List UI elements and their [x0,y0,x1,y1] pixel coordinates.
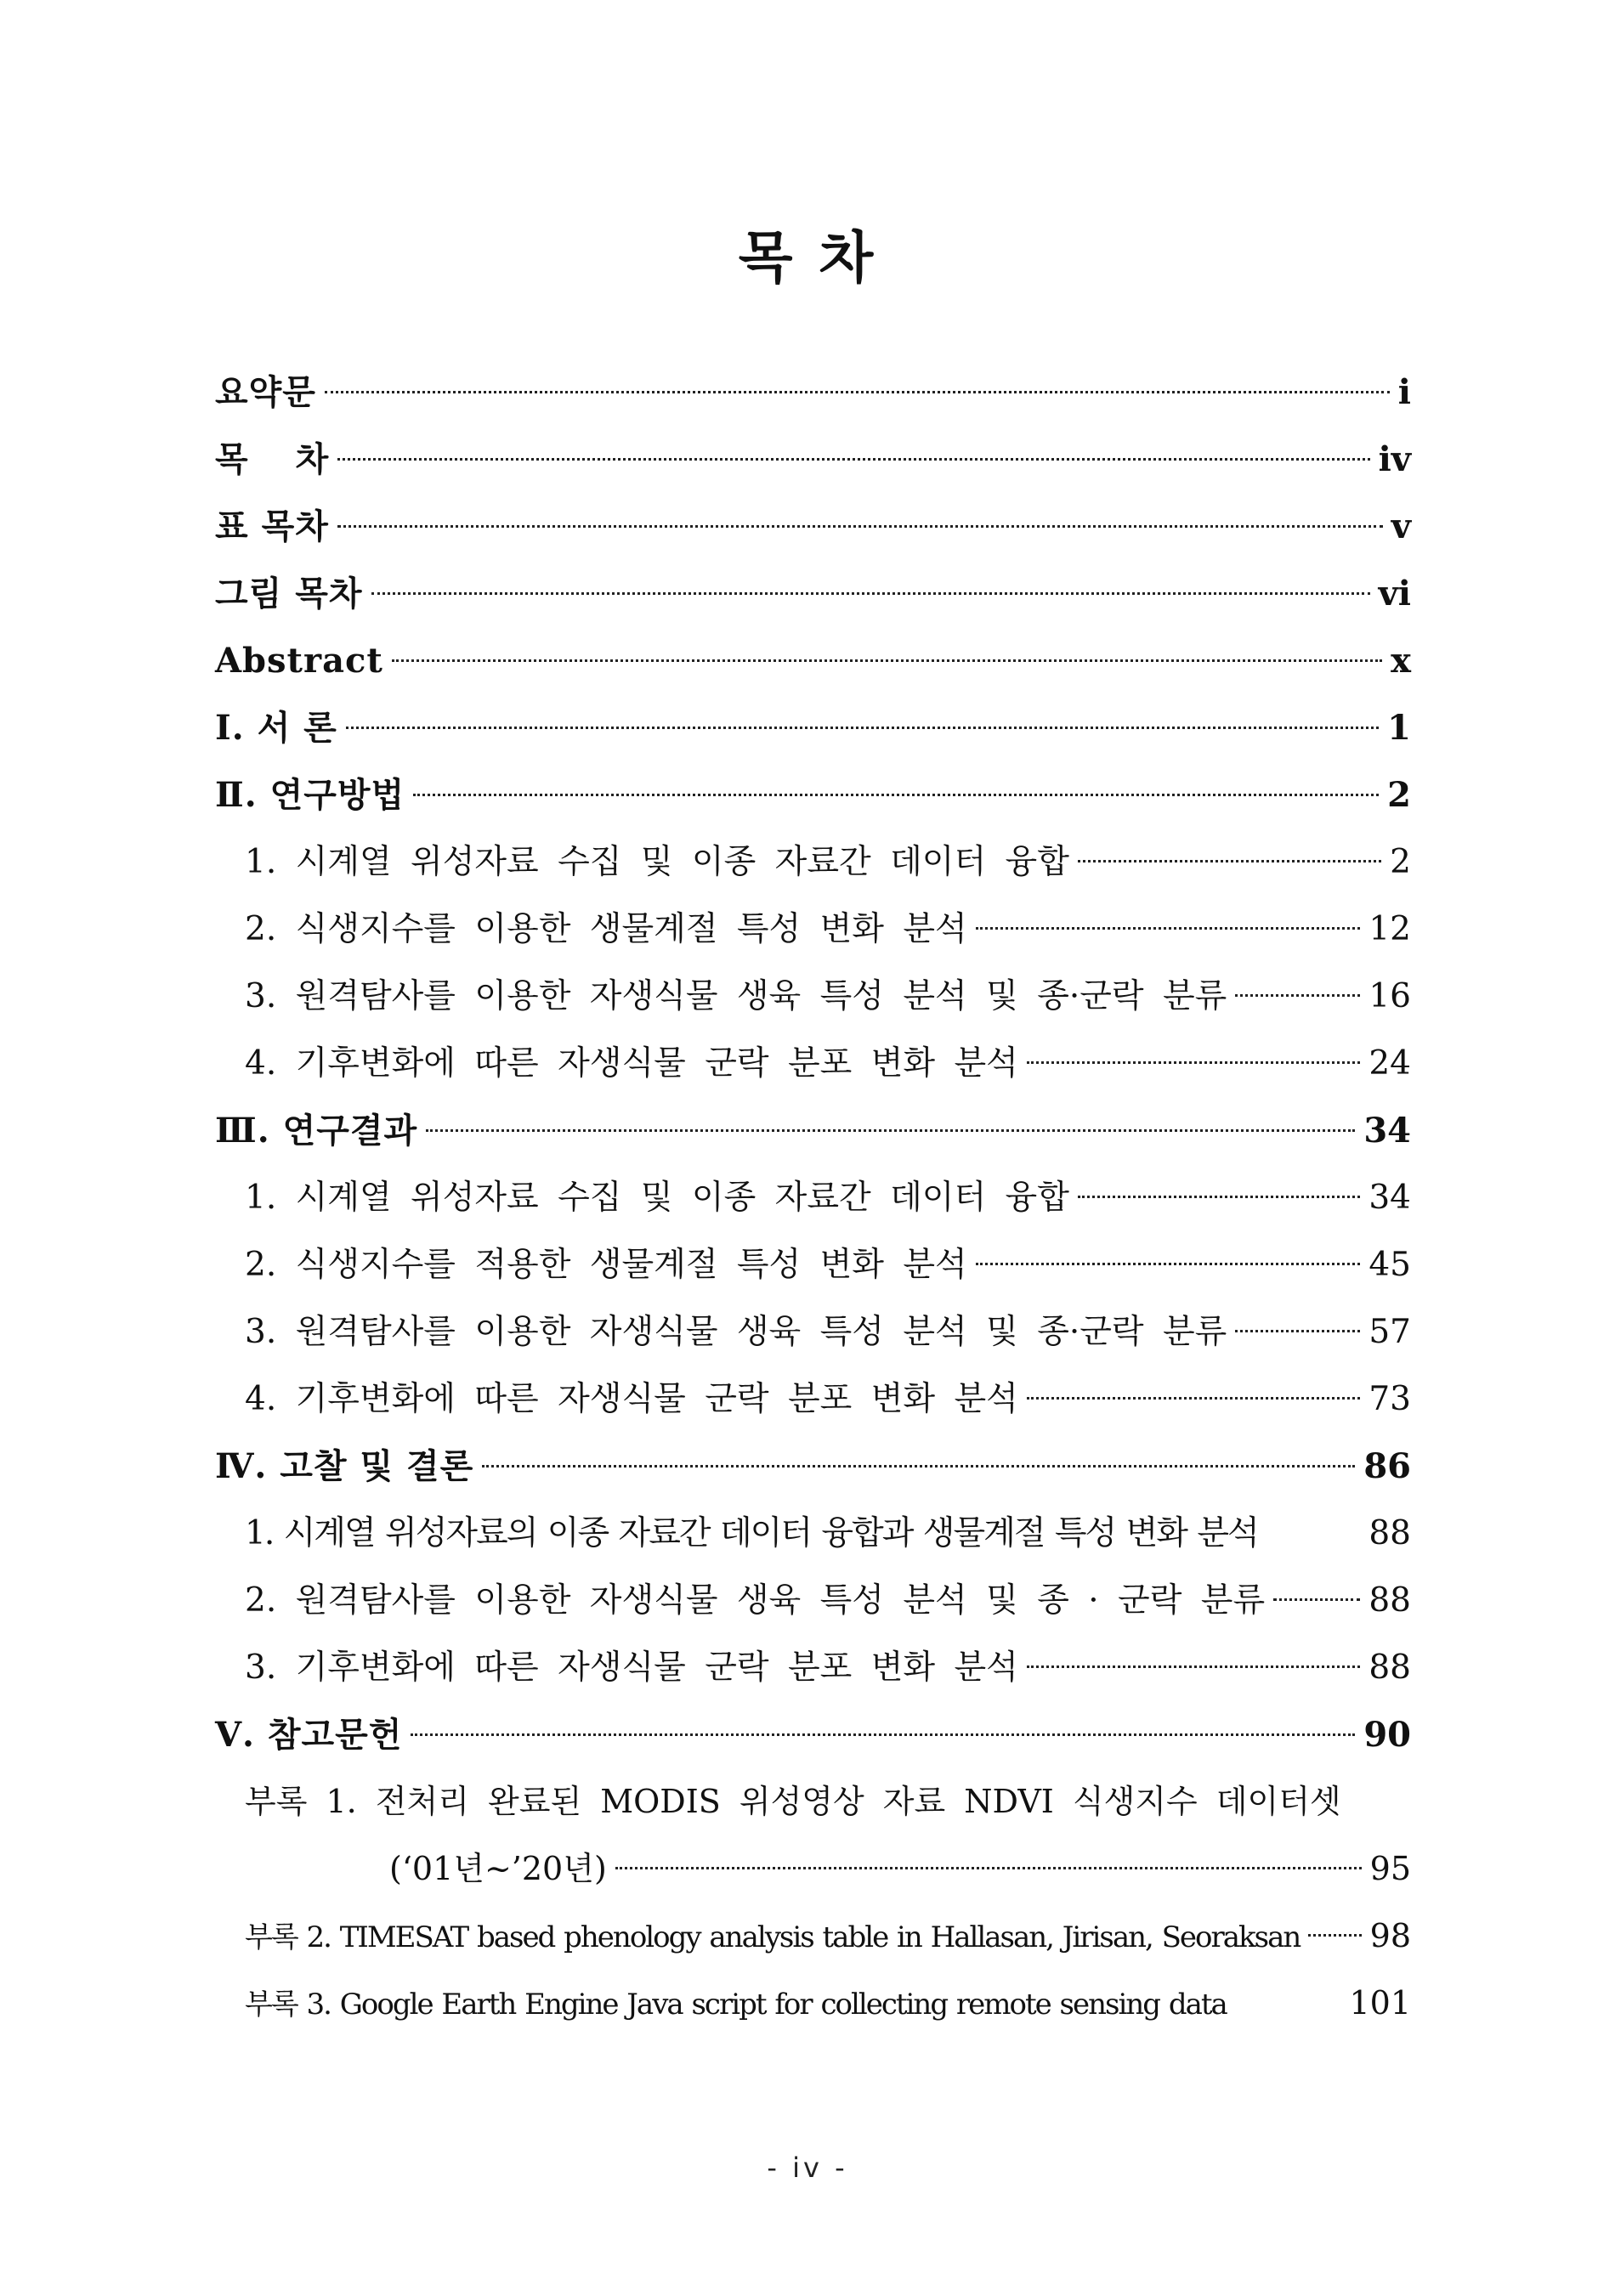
toc-entry-section-3-4[interactable] [215,1366,1411,1433]
toc-entry-label: 2. 식생지수를 이용한 생물계절 특성 변화 분석 [245,910,967,948]
toc-entry-page: 45 [1368,1246,1411,1284]
toc-entry-label: 부록 1. 전처리 완료된 MODIS 위성영상 자료 NDVI 식생지수 데이터셋 [245,1783,1341,1820]
toc-entry-label: 3. 원격탐사를 이용한 자생식물 생육 특성 분석 및 종·군락 분류 [245,1313,1227,1351]
toc-entry-page: vi [1378,574,1411,614]
toc-entry-section-2-1[interactable] [215,828,1411,896]
toc-entry-page: 73 [1368,1380,1411,1418]
toc-entry-label: (‘01년~’20년) [389,1850,607,1887]
toc-entry-summary[interactable] [215,359,1411,426]
dot-leader [346,727,1379,729]
toc-entry-page: 34 [1363,1111,1411,1151]
toc-entry-page: v [1391,506,1411,546]
toc-entry-page: 1 [1387,708,1411,748]
dot-leader [976,1263,1361,1265]
table-of-contents [215,359,1411,2037]
dot-leader [337,458,1369,461]
toc-entry-figure-list[interactable] [215,560,1411,627]
dot-leader [615,1867,1362,1869]
toc-entry-chapter-4[interactable] [215,1433,1411,1500]
dot-leader [1308,1934,1361,1937]
toc-entry-appendix-3[interactable] [215,1970,1411,2037]
toc-entry-page: 86 [1363,1446,1411,1486]
dot-leader [482,1465,1355,1468]
toc-entry-label: 4. 기후변화에 따른 자생식물 군락 분포 변화 분석 [245,1380,1018,1418]
toc-entry-page: 101 [1349,1984,1411,2022]
toc-entry-page: 34 [1368,1179,1411,1217]
dot-leader [1235,994,1360,997]
toc-entry-appendix-2[interactable] [215,1903,1411,1970]
toc-entry-section-2-2[interactable] [215,896,1411,963]
toc-entry-label: Ⅱ. 연구방법 [215,775,405,815]
toc-entry-chapter-5[interactable] [215,1701,1411,1768]
toc-entry-chapter-3[interactable] [215,1097,1411,1164]
toc-entry-label: Ⅲ. 연구결과 [215,1111,418,1151]
toc-entry-table-list[interactable] [215,493,1411,560]
toc-entry-page: 12 [1368,910,1411,948]
toc-entry-appendix-1[interactable] [215,1768,1411,1835]
toc-entry-label: 4. 기후변화에 따른 자생식물 군락 분포 변화 분석 [245,1044,1018,1083]
toc-entry-label: 요약문 [215,372,316,412]
toc-entry-label: 2. 원격탐사를 이용한 자생식물 생육 특성 분석 및 종 · 군락 분류 [245,1581,1266,1620]
toc-entry-label: 3. 기후변화에 따른 자생식물 군락 분포 변화 분석 [245,1648,1018,1687]
toc-entry-label: 그림 목차 [215,574,363,614]
toc-entry-page: 88 [1368,1514,1411,1552]
toc-entry-section-3-2[interactable] [215,1231,1411,1298]
toc-entry-section-3-3[interactable] [215,1298,1411,1366]
dot-leader [411,1733,1355,1736]
toc-entry-section-4-2[interactable] [215,1567,1411,1634]
dot-leader [413,794,1379,796]
toc-entry-page: 24 [1368,1044,1411,1083]
dot-leader [1078,1196,1360,1198]
toc-entry-section-4-3[interactable] [215,1634,1411,1701]
page-title: 목 차 [738,224,877,291]
dot-leader [325,391,1390,393]
toc-entry-chapter-1[interactable] [215,694,1411,761]
toc-entry-abstract[interactable] [215,627,1411,694]
toc-entry-section-2-3[interactable] [215,963,1411,1030]
toc-entry-label: 2. 식생지수를 적용한 생물계절 특성 변화 분석 [245,1246,967,1284]
toc-entry-page: 16 [1368,977,1411,1015]
toc-entry-contents[interactable] [215,426,1411,493]
dot-leader [976,927,1361,930]
toc-entry-page: iv [1378,439,1411,479]
toc-entry-page: 2 [1390,843,1411,881]
toc-entry-page: 88 [1368,1581,1411,1620]
toc-entry-page: 2 [1387,775,1411,815]
toc-entry-section-3-1[interactable] [215,1164,1411,1231]
dot-leader [1235,1330,1360,1332]
toc-entry-label: Ⅰ. 서 론 [215,708,337,748]
toc-entry-page: 90 [1363,1715,1411,1755]
toc-entry-label: 부록 2. TIMESAT based phenology analysis table in Hallasan, Jirisan, Seoraksan [245,1920,1300,1954]
dot-leader [1273,1598,1360,1601]
toc-entry-label: 목 차 [215,439,330,479]
toc-entry-page: 98 [1369,1917,1411,1954]
toc-entry-label: 3. 원격탐사를 이용한 자생식물 생육 특성 분석 및 종·군락 분류 [245,977,1227,1015]
dot-leader [426,1129,1355,1132]
dot-leader [1027,1061,1361,1064]
toc-entry-label: 1. 시계열 위성자료 수집 및 이종 자료간 데이터 융합 [245,1179,1069,1217]
toc-entry-page: i [1397,372,1411,412]
page-number: - iv - [767,2152,848,2184]
toc-entry-label: Abstract [215,641,383,681]
dot-leader [392,659,1382,662]
dot-leader [1027,1397,1361,1400]
toc-entry-section-4-1[interactable] [215,1500,1411,1567]
toc-entry-label: 1. 시계열 위성자료의 이종 자료간 데이터 융합과 생물계절 특성 변화 분석 [245,1514,1258,1552]
toc-entry-label: Ⅳ. 고찰 및 결론 [215,1446,474,1486]
toc-entry-page: 57 [1368,1313,1411,1351]
toc-entry-label: Ⅴ. 참고문헌 [215,1715,403,1755]
dot-leader [371,592,1370,595]
toc-entry-chapter-2[interactable] [215,761,1411,828]
toc-entry-page: 88 [1368,1648,1411,1687]
toc-entry-label: 부록 3. Google Earth Engine Java script for collecting remote sensing data [245,1988,1227,2022]
dot-leader [337,525,1383,528]
toc-entry-page: 95 [1369,1850,1411,1887]
dot-leader [1027,1665,1361,1668]
toc-entry-section-2-4[interactable] [215,1030,1411,1097]
toc-entry-page: x [1391,641,1411,681]
toc-entry-label: 1. 시계열 위성자료 수집 및 이종 자료간 데이터 융합 [245,843,1069,881]
toc-entry-appendix-1-continued[interactable] [215,1835,1411,1903]
dot-leader [1078,860,1381,862]
toc-entry-label: 표 목차 [215,506,329,546]
